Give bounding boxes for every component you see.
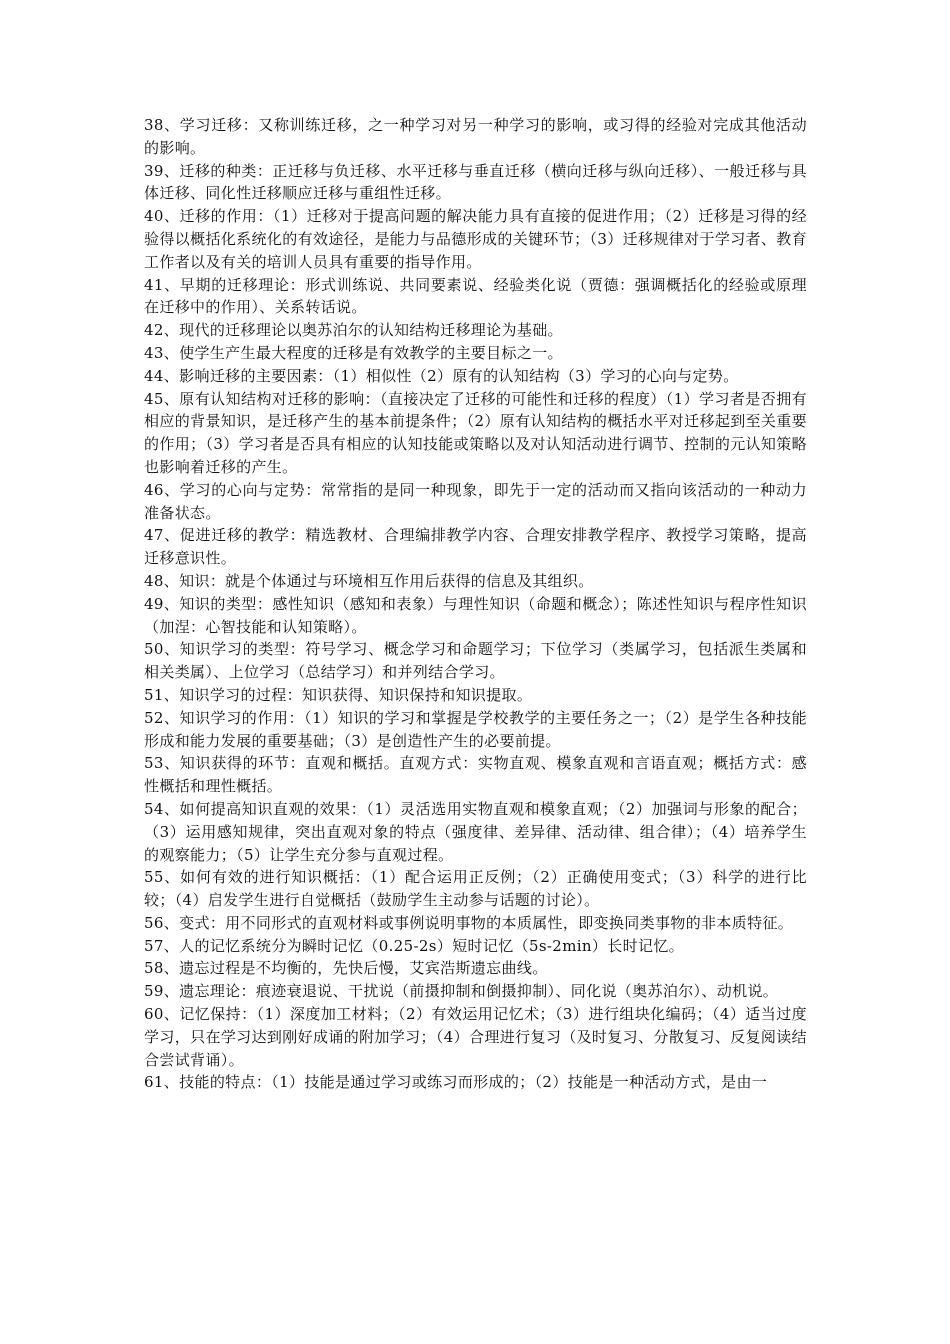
paragraph-51: 51、知识学习的过程：知识获得、知识保持和知识提取。 bbox=[144, 685, 533, 704]
paragraph-45: 45、原有认知结构对迁移的影响：（直接决定了迁移的可能性和迁移的程度）（1）学习者是否拥有相应的背景知识，是迁移产生的基本前提条件；（2）原有认知结构的概括水平对迁移起到至关重要的作用；（3）学习者是否具有相应的认知技能或策略以及对认知活动进行调节、控制的元认知策略也影响着迁移的产生。 bbox=[144, 389, 807, 476]
paragraph-60: 60、记忆保持：（1）深度加工材料；（2）有效运用记忆术；（3）进行组块化编码；（4）适当过度学习，只在学习达到刚好成诵的附加学习；（4）合理进行复习（及时复习、分散复习、反复阅读结合尝试背诵）。 bbox=[144, 1005, 807, 1069]
paragraph-61: 61、技能的特点：（1）技能是通过学习或练习而形成的；（2）技能是一种活动方式，是由一 bbox=[144, 1073, 768, 1092]
paragraph-59: 59、遗忘理论：痕迹衰退说、干扰说（前摄抑制和倒摄抑制）、同化说（奥苏泊尔）、动机说。 bbox=[144, 982, 779, 1001]
paragraph-38: 38、学习迁移：又称训练迁移，之一种学习对另一种学习的影响，或习得的经验对完成其他活动的影响。 bbox=[144, 116, 807, 157]
paragraph-44: 44、影响迁移的主要因素：（1）相似性（2）原有的认知结构（3）学习的心向与定势。 bbox=[144, 366, 739, 385]
paragraph-54: 54、如何提高知识直观的效果：（1）灵活选用实物直观和模象直观；（2）加强词与形象的配合；（3）运用感知规律，突出直观对象的特点（强度律、差异律、活动律、组合律）；（4）培养学生的观察能力；（5）让学生充分参与直观过程。 bbox=[144, 799, 807, 864]
paragraph-46: 46、学习的心向与定势：常常指的是同一种现象，即先于一定的活动而又指向该活动的一种动力准备状态。 bbox=[144, 480, 807, 522]
paragraph-42: 42、现代的迁移理论以奥苏泊尔的认知结构迁移理论为基础。 bbox=[144, 321, 563, 340]
paragraph-47: 47、促进迁移的教学：精选教材、合理编排教学内容、合理安排教学程序、教授学习策略，提高迁移意识性。 bbox=[144, 526, 807, 568]
paragraph-49: 49、知识的类型：感性知识（感知和表象）与理性知识（命题和概念）；陈述性知识与程序性知识（加涅：心智技能和认知策略）。 bbox=[144, 594, 807, 636]
paragraph-40: 40、迁移的作用：（1）迁移对于提高问题的解决能力具有直接的促进作用；（2）迁移是习得的经验得以概括化系统化的有效途径，是能力与品德形成的关键环节；（3）迁移规律对于学习者、教育工作者以及有关的培训人员具有重要的指导作用。 bbox=[144, 207, 807, 271]
paragraph-56: 56、变式：用不同形式的直观材料或事例说明事物的本质属性，即变换同类事物的非本质特征。 bbox=[144, 913, 794, 932]
paragraph-39: 39、迁移的种类：正迁移与负迁移、水平迁移与垂直迁移（横向迁移与纵向迁移）、一般迁移与具体迁移、同化性迁移顺应迁移与重组性迁移。 bbox=[144, 161, 807, 203]
paragraph-55: 55、如何有效的进行知识概括：（1）配合运用正反例；（2）正确使用变式；（3）科学的进行比较；（4）启发学生进行自觉概括（鼓励学生主动参与话题的讨论）。 bbox=[144, 868, 807, 910]
paragraph-58: 58、遗忘过程是不均衡的，先快后慢，艾宾浩斯遗忘曲线。 bbox=[144, 959, 548, 978]
paragraph-50: 50、知识学习的类型：符号学习、概念学习和命题学习；下位学习（类属学习，包括派生类属和相关类属）、上位学习（总结学习）和并列结合学习。 bbox=[144, 640, 807, 682]
paragraph-48: 48、知识：就是个体通过与环境相互作用后获得的信息及其组织。 bbox=[144, 571, 594, 590]
paragraph-41: 41、早期的迁移理论：形式训练说、共同要素说、经验类化说（贾德：强调概括化的经验或原理在迁移中的作用）、关系转话说。 bbox=[144, 275, 807, 317]
paragraph-43: 43、使学生产生最大程度的迁移是有效教学的主要目标之一。 bbox=[144, 343, 563, 362]
document-body bbox=[144, 114, 807, 1094]
paragraph-52: 52、知识学习的作用：（1）知识的学习和掌握是学校教学的主要任务之一；（2）是学生各种技能形成和能力发展的重要基础；（3）是创造性产生的必要前提。 bbox=[144, 708, 807, 750]
paragraph-53: 53、知识获得的环节：直观和概括。直观方式：实物直观、模象直观和言语直观；概括方式：感性概括和理性概括。 bbox=[144, 754, 807, 796]
paragraph-57: 57、人的记忆系统分为瞬时记忆（0.25-2s）短时记忆（5s-2min）长时记忆。 bbox=[144, 936, 685, 955]
